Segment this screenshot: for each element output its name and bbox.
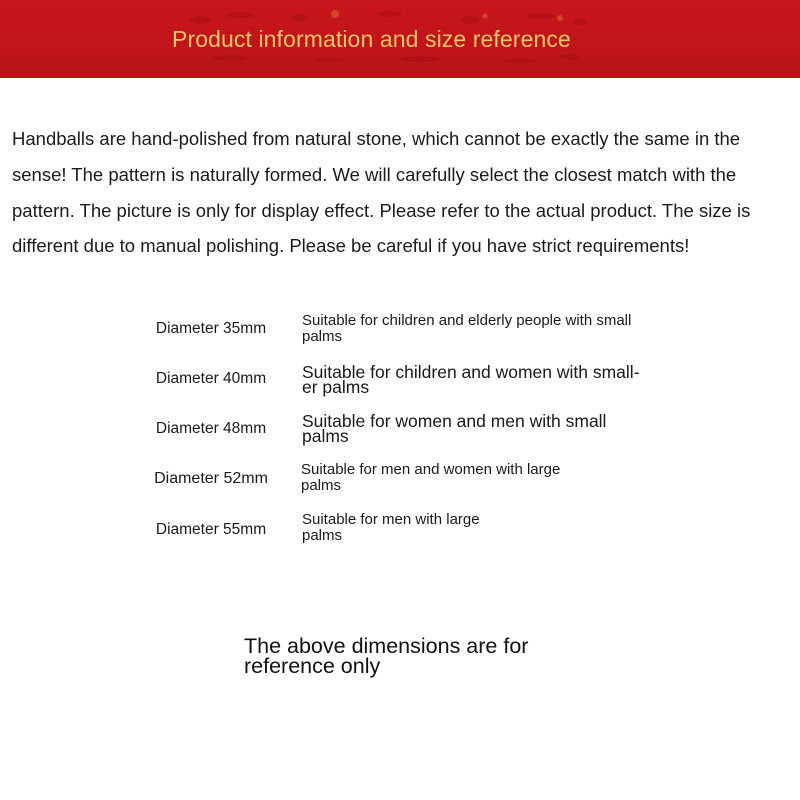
banner-title: Product information and size reference	[172, 26, 571, 52]
diameter-label: Diameter 35mm	[155, 320, 267, 337]
diameter-label: Diameter 40mm	[155, 370, 267, 387]
diameter-label: Diameter 55mm	[155, 521, 267, 538]
size-row-40	[0, 360, 800, 404]
suitability-text: Suitable for men and women with large palms	[301, 461, 561, 494]
reference-note: The above dimensions are for reference only	[244, 634, 529, 678]
size-row-35	[0, 310, 800, 354]
intro-paragraph: Handballs are hand-polished from natural stone, which cannot be exactly the same in the sense! The pattern is naturally formed. We will carefully select the closest match with the pattern. The picture is only for display effect. Please refer to the actual product. The size is different due to manual polishing. Please be careful if you have strict requirements!	[12, 128, 751, 257]
size-row-48	[0, 410, 800, 454]
diameter-label: Diameter 52mm	[154, 470, 268, 487]
suitability-text: Suitable for men with large palms	[302, 511, 480, 544]
header-banner	[0, 0, 800, 78]
size-row-52	[0, 460, 800, 504]
size-row-55	[0, 510, 800, 554]
suitability-text: Suitable for women and men with small palms	[302, 411, 607, 446]
suitability-text: Suitable for children and women with small-er palms	[302, 362, 640, 397]
diameter-label: Diameter 48mm	[155, 420, 267, 437]
suitability-text: Suitable for children and elderly people with small palms	[302, 312, 632, 345]
